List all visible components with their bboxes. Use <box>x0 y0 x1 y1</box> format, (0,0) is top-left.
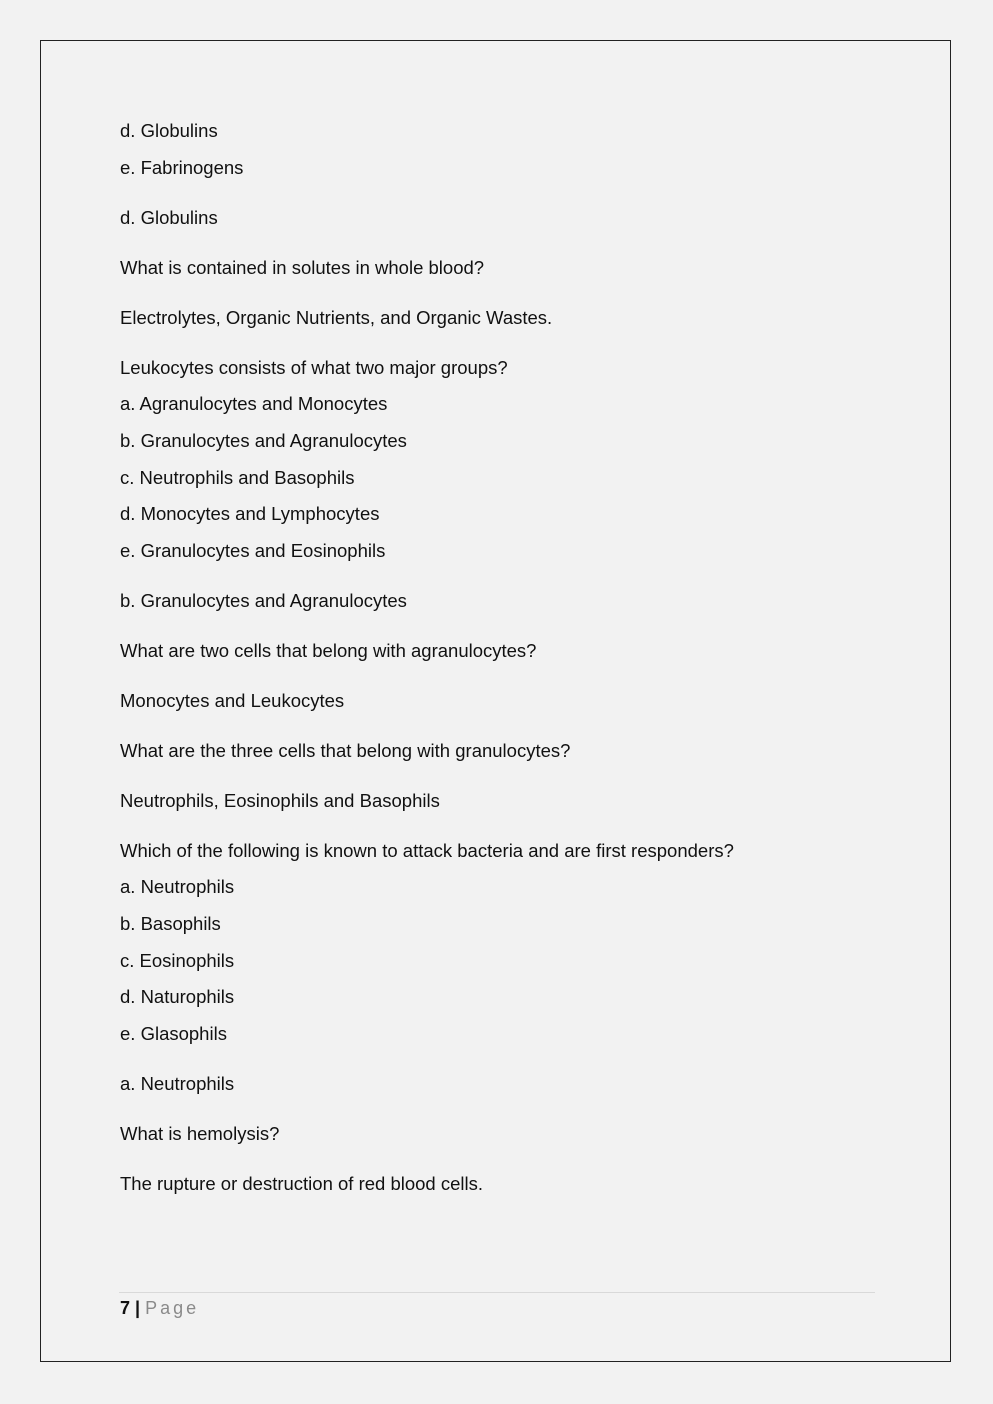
text-line: Which of the following is known to attack bacteria and are first responders? <box>120 840 734 861</box>
text-line: b. Basophils <box>120 913 221 934</box>
text-line: a. Agranulocytes and Monocytes <box>120 393 388 414</box>
page-footer <box>120 1296 199 1320</box>
text-line: e. Granulocytes and Eosinophils <box>120 540 386 561</box>
footer-separator: | <box>135 1298 141 1318</box>
text-line: d. Globulins <box>120 120 218 141</box>
text-line: The rupture or destruction of red blood cells. <box>120 1173 483 1194</box>
text-line: What is hemolysis? <box>120 1123 280 1144</box>
text-line: c. Neutrophils and Basophils <box>120 467 355 488</box>
footer-rule <box>119 1292 875 1293</box>
text-line: d. Globulins <box>120 207 218 228</box>
text-line: Electrolytes, Organic Nutrients, and Organic Wastes. <box>120 307 553 328</box>
page-label: Page <box>145 1298 200 1318</box>
text-line: Leukocytes consists of what two major groups? <box>120 357 508 378</box>
text-line: e. Fabrinogens <box>120 157 244 178</box>
text-line: Monocytes and Leukocytes <box>120 690 345 711</box>
text-line: c. Eosinophils <box>120 950 235 971</box>
text-line: What are two cells that belong with agranulocytes? <box>120 640 537 661</box>
text-line: a. Neutrophils <box>120 1073 235 1094</box>
text-line: b. Granulocytes and Agranulocytes <box>120 430 407 451</box>
page-number: 7 <box>120 1298 131 1318</box>
text-line: e. Glasophils <box>120 1023 227 1044</box>
text-line: d. Naturophils <box>120 986 235 1007</box>
text-line: a. Neutrophils <box>120 876 235 897</box>
text-line: d. Monocytes and Lymphocytes <box>120 503 380 524</box>
text-line: What are the three cells that belong with granulocytes? <box>120 740 571 761</box>
text-line: What is contained in solutes in whole blood? <box>120 257 485 278</box>
text-line: Neutrophils, Eosinophils and Basophils <box>120 790 440 811</box>
text-line: b. Granulocytes and Agranulocytes <box>120 590 407 611</box>
